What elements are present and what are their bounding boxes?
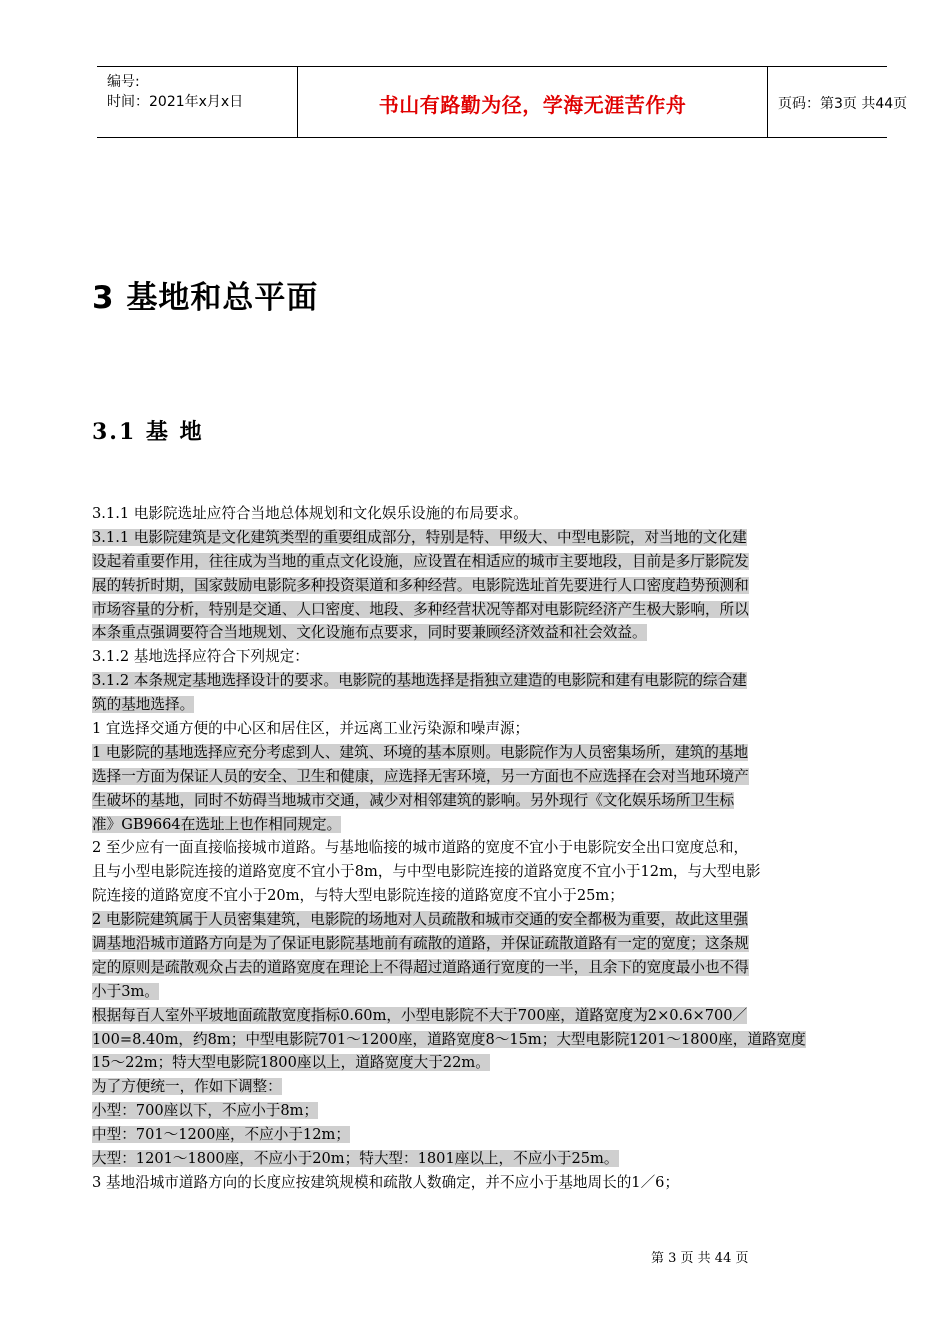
paragraph-line — [92, 980, 884, 1004]
paragraph-line — [92, 741, 884, 765]
paragraph-line — [92, 1147, 884, 1171]
paragraph-line — [92, 1028, 884, 1052]
highlighted-text: 100=8.40m，约8m；中型电影院701～1200座，道路宽度8～15m；大型电影院1201～1800座，道路宽度 — [92, 1030, 806, 1048]
paragraph-line — [92, 717, 884, 741]
chapter-title: 3 基地和总平面 — [92, 280, 319, 316]
paragraph-line — [92, 621, 884, 645]
paragraph-line — [92, 836, 884, 860]
page-header — [97, 66, 908, 138]
doc-number-label: 编号: — [107, 74, 140, 90]
paragraph-line — [92, 693, 884, 717]
highlighted-text: 准》GB9664在选址上也作相同规定。 — [92, 815, 342, 833]
highlighted-text: 筑的基地选择。 — [92, 696, 195, 714]
paragraph-line — [92, 908, 884, 932]
highlighted-text: 本条重点强调要符合当地规划、文化设施布点要求，同时要兼顾经济效益和社会效益。 — [92, 624, 647, 642]
page-footer: 第 3 页 共 44 页 — [651, 1251, 749, 1266]
header-meta-cell — [97, 67, 298, 137]
highlighted-text: 生破坏的基地，同时不妨碍当地城市交通，减少对相邻建筑的影响。另外现行《文化娱乐场所卫生标 — [92, 791, 735, 809]
paragraph-line — [92, 1075, 884, 1099]
highlighted-text: 调基地沿城市道路方向是为了保证电影院基地前有疏散的道路，并保证疏散道路有一定的宽度；这条规 — [92, 935, 749, 953]
line-text: 2 至少应有一面直接临接城市道路。与基地临接的城市道路的宽度不宜小于电影院安全出口宽度总和， — [92, 839, 749, 857]
line-text: 院连接的道路宽度不宜小于20m，与特大型电影院连接的道路宽度不宜小于25m； — [92, 887, 624, 905]
paragraph-line — [92, 645, 884, 669]
line-text: 且与小型电影院连接的道路宽度不宜小于8m，与中型电影院连接的道路宽度不宜小于12m，与大型电影 — [92, 863, 761, 881]
paragraph-line — [92, 813, 884, 837]
highlighted-text: 2 电影院建筑属于人员密集建筑，电影院的场地对人员疏散和城市交通的安全都极为重要，故此这里强 — [92, 911, 749, 929]
highlighted-text: 选择一方面为保证人员的安全、卫生和健康，应选择无害环境，另一方面也不应选择在会对当地环境产 — [92, 767, 749, 785]
header-motto-cell — [298, 67, 768, 137]
paragraph-line — [92, 1004, 884, 1028]
line-text: 1 宜选择交通方便的中心区和居住区，并远离工业污染源和噪声源； — [92, 720, 530, 738]
date-label: 时间：2021年x月x日 — [107, 94, 244, 110]
highlighted-text: 小于3m。 — [92, 982, 159, 1000]
paragraph-line — [92, 884, 884, 908]
highlighted-text: 根据每百人室外平坡地面疏散宽度指标0.60m，小型电影院不大于700座，道路宽度为2×0.6×700／ — [92, 1006, 748, 1024]
highlighted-text: 1 电影院的基地选择应充分考虑到人、建筑、环境的基本原则。电影院作为人员密集场所，建筑的基地 — [92, 743, 749, 761]
highlighted-text: 小型：700座以下，不应小于8m； — [92, 1102, 319, 1120]
paragraph-line — [92, 1171, 884, 1195]
highlighted-text: 中型：701～1200座，不应小于12m； — [92, 1126, 350, 1144]
line-text: 3.1.2 基地选择应符合下列规定： — [92, 648, 309, 666]
highlighted-text: 为了方便统一，作如下调整： — [92, 1078, 282, 1096]
paragraph-line — [92, 860, 884, 884]
body-text — [92, 502, 884, 1195]
highlighted-text: 15～22m；特大型电影院1800座以上，道路宽度大于22m。 — [92, 1054, 490, 1072]
highlighted-text: 设起着重要作用，往往成为当地的重点文化设施，应设置在相适应的城市主要地段，目前是多厅影院发 — [92, 552, 749, 570]
highlighted-text: 大型：1201～1800座，不应小于20m；特大型：1801座以上，不应小于25m。 — [92, 1150, 619, 1168]
paragraph-line — [92, 502, 884, 526]
paragraph-line — [92, 1123, 884, 1147]
paragraph-line — [92, 598, 884, 622]
page-number-label: 页码：第3页 共44页 — [778, 96, 908, 112]
paragraph-line — [92, 526, 884, 550]
paragraph-line — [92, 765, 884, 789]
paragraph-line — [92, 932, 884, 956]
paragraph-line — [92, 789, 884, 813]
paragraph-line — [92, 669, 884, 693]
paragraph-line — [92, 956, 884, 980]
line-text: 3 基地沿城市道路方向的长度应按建筑规模和疏散人数确定，并不应小于基地周长的1／6； — [92, 1173, 680, 1191]
highlighted-text: 3.1.1 电影院建筑是文化建筑类型的重要组成部分，特别是特、甲级大、中型电影院，对当地的文化建 — [92, 528, 747, 546]
section-title: 3.1 基 地 — [92, 419, 204, 445]
paragraph-line — [92, 574, 884, 598]
highlighted-text: 市场容量的分析，特别是交通、人口密度、地段、多种经营状况等都对电影院经济产生极大影响，所以 — [92, 600, 749, 618]
highlighted-text: 展的转折时期，国家鼓励电影院多种投资渠道和多种经营。电影院选址首先要进行人口密度趋势预测和 — [92, 576, 749, 594]
line-text: 3.1.1 电影院选址应符合当地总体规划和文化娱乐设施的布局要求。 — [92, 505, 528, 522]
motto-text: 书山有路勤为径，学海无涯苦作舟 — [378, 93, 687, 117]
header-page-cell — [768, 67, 908, 137]
highlighted-text: 3.1.2 本条规定基地选择设计的要求。电影院的基地选择是指独立建造的电影院和建有电影院的综合建 — [92, 672, 747, 690]
paragraph-line — [92, 1099, 884, 1123]
highlighted-text: 定的原则是疏散观众占去的道路宽度在理论上不得超过道路通行宽度的一半，且余下的宽度最小也不得 — [92, 958, 749, 976]
paragraph-line — [92, 550, 884, 574]
paragraph-line — [92, 1051, 884, 1075]
